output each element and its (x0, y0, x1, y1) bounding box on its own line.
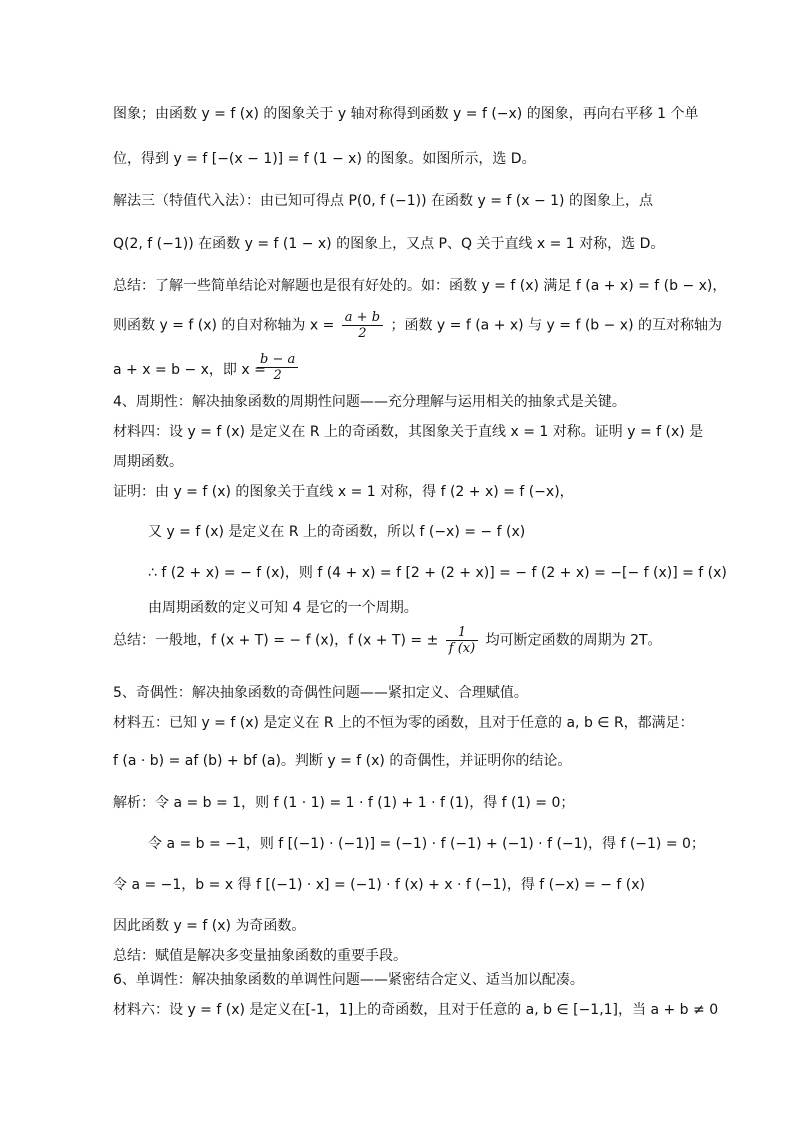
fraction-numerator: a + b (342, 310, 383, 326)
text-line: 因此函数 y = f (x) 为奇函数。 (113, 918, 306, 934)
text-line: Q(2, f (−1)) 在函数 y = f (1 − x) 的图象上，又点 P、Q 关于直线 x = 1 对称，选 D。 (113, 236, 665, 252)
text-segment: 均可断定函数的周期为 2T。 (485, 632, 662, 649)
text-line: a + x = b − x，即 x = (113, 362, 266, 378)
text-line: 6、单调性：解决抽象函数的单调性问题——紧密结合定义、适当加以配凑。 (113, 972, 584, 988)
text-line: 材料五：已知 y = f (x) 是定义在 R 上的不恒为零的函数，且对于任意的 a, b ∈ R，都满足： (113, 715, 694, 731)
fraction-denominator: 2 (358, 326, 367, 341)
fraction (257, 352, 298, 383)
fraction-denominator: 2 (273, 368, 282, 383)
text-line: 令 a = b = −1，则 f [(−1) · (−1)] = (−1) · f (−1) + (−1) · f (−1)，得 f (−1) = 0； (148, 836, 705, 852)
text-line: 周期函数。 (113, 454, 183, 470)
text-line: 总结：了解一些简单结论对解题也是很有好处的。如：函数 y = f (x) 满足 f (a + x) = f (b − x)， (113, 278, 727, 294)
text-line: 材料六：设 y = f (x) 是定义在[-1，1]上的奇函数，且对于任意的 a, b ∈ [−1,1]，当 a + b ≠ 0 (113, 1002, 719, 1018)
text-line: 4、周期性：解决抽象函数的周期性问题——充分理解与运用相关的抽象式是关键。 (113, 394, 626, 410)
text-line-period-summary (113, 625, 662, 656)
text-line: 位，得到 y = f [−(x − 1)] = f (1 − x) 的图象。如图所示，选 D。 (113, 151, 536, 167)
text-line: f (a · b) = af (b) + bf (a)。判断 y = f (x) 的奇偶性，并证明你的结论。 (113, 753, 572, 769)
text-line: 图象；由函数 y = f (x) 的图象关于 y 轴对称得到函数 y = f (−x) 的图象，再向右平移 1 个单 (113, 106, 699, 122)
text-line: 解法三（特值代入法）：由已知可得点 P(0, f (−1)) 在函数 y = f (x − 1) 的图象上，点 (113, 193, 653, 209)
text-line: 由周期函数的定义可知 4 是它的一个周期。 (148, 600, 418, 616)
text-segment: 则函数 y = f (x) 的自对称轴为 x = (113, 317, 335, 334)
text-line: 解析：令 a = b = 1，则 f (1 · 1) = 1 · f (1) + 1 · f (1)，得 f (1) = 0； (113, 795, 575, 811)
fraction-b-minus-a-over-2 (254, 352, 301, 383)
text-line: 证明：由 y = f (x) 的图象关于直线 x = 1 对称，得 f (2 + x) = f (−x)， (113, 484, 574, 500)
text-line: 材料四：设 y = f (x) 是定义在 R 上的奇函数，其图象关于直线 x = 1 对称。证明 y = f (x) 是 (113, 424, 704, 440)
fraction-numerator: b − a (257, 352, 298, 368)
text-line: 5、奇偶性：解决抽象函数的奇偶性问题——紧扣定义、合理赋值。 (113, 685, 528, 701)
text-line: ∴ f (2 + x) = − f (x)，则 f (4 + x) = f [2 + (2 + x)] = − f (2 + x) = −[− f (x)] = f (x) (148, 565, 727, 581)
text-line: 又 y = f (x) 是定义在 R 上的奇函数，所以 f (−x) = − f (x) (148, 524, 526, 540)
text-line: 总结：赋值是解决多变量抽象函数的重要手段。 (113, 948, 407, 964)
text-line: 令 a = −1，b = x 得 f [(−1) · x] = (−1) · f (x) + x · f (−1)，得 f (−x) = − f (x) (113, 877, 646, 893)
fraction-denominator: f (x) (448, 641, 476, 656)
text-segment: 总结：一般地，f (x + T) = − f (x)，f (x + T) = ± (113, 632, 439, 649)
text-line-symmetry-axis (113, 310, 722, 341)
fraction-1-over-fx (446, 625, 478, 656)
fraction-numerator: 1 (446, 625, 478, 641)
fraction-a-plus-b-over-2 (342, 310, 383, 341)
text-segment: ；函数 y = f (a + x) 与 y = f (b − x) 的互对称轴为 (390, 317, 723, 334)
